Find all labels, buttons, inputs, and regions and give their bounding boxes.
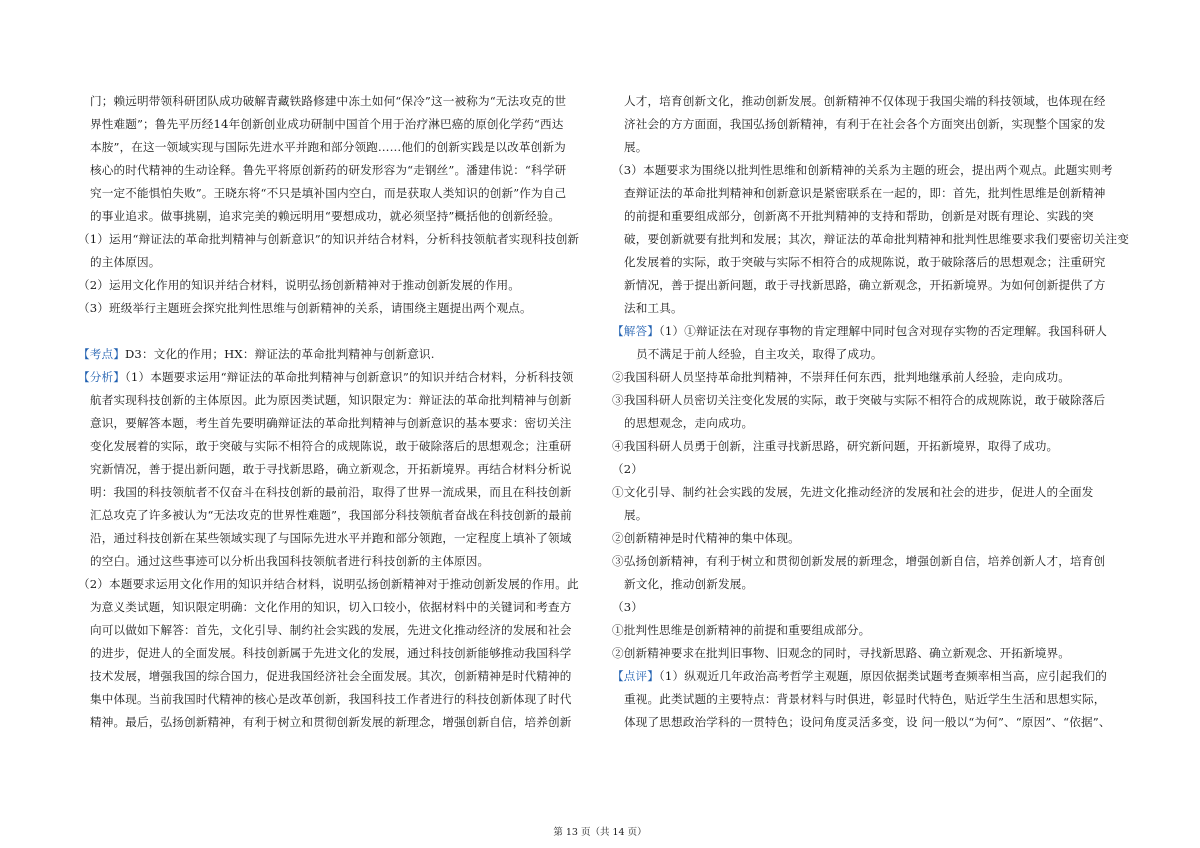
text-line — [78, 573, 579, 596]
line-text: 的事业追求。做事挑剔，追求完美的赖远明用“要想成功，就必须坚持”概括他的创新经验。 — [90, 209, 561, 223]
text-line — [90, 619, 572, 642]
line-text: ④我国科研人员勇于创新，注重寻找新思路，研究新问题，开拓新境界，取得了成功。 — [612, 439, 1059, 453]
line-text: 集中体现。当前我国时代精神的核心是改革创新，我国科技工作者进行的科技创新体现了时代 — [90, 692, 572, 706]
line-text: 为意义类试题，知识限定明确：文化作用的知识，切入口较小，依据材料中的关键词和考查方 — [90, 600, 572, 614]
text-line — [78, 274, 520, 297]
text-line — [612, 435, 1058, 458]
text-line — [90, 481, 572, 504]
line-text: 展。 — [624, 508, 648, 522]
line-text: D3：文化的作用；HX：辩证法的革命批判精神与创新意识. — [124, 347, 435, 361]
text-line — [78, 297, 532, 320]
line-text: ②创新精神要求在批判旧事物、旧观念的同时，寻找新思路、确立新观念、开拓新境界。 — [612, 646, 1071, 660]
text-line — [612, 550, 1105, 573]
line-text: 新情况，善于提出新问题，敢于寻找新思路，确立新观念，开拓新境界。为如何创新提供了方 — [624, 278, 1106, 292]
section-tag: 【考点】 — [78, 347, 125, 361]
line-text: 向可以做如下解答：首先，文化引导、制约社会实践的发展，先进文化推动经济的发展和社会 — [90, 623, 572, 637]
text-line — [612, 619, 870, 642]
text-line — [78, 228, 579, 251]
line-text: 化发展着的实际，敢于突破与实际不相符合的成规陈说，敢于破除落后的思想观念；注重研究 — [624, 255, 1106, 269]
text-line — [78, 343, 435, 366]
text-line — [90, 205, 560, 228]
text-line — [636, 343, 883, 366]
page-footer: 第 13 页（共 14 页） — [553, 827, 647, 838]
line-text: 的思想观念，走向成功。 — [624, 416, 754, 430]
line-text: 门；赖远明带领科研团队成功破解青藏铁路修建中冻土如何“保冷”这一被称为“无法攻克的世 — [90, 94, 567, 108]
text-line — [624, 182, 1106, 205]
text-line — [90, 596, 572, 619]
text-line — [90, 182, 566, 205]
text-line — [90, 688, 572, 711]
line-text: ②创新精神是时代精神的集中体现。 — [612, 531, 800, 545]
text-line — [90, 412, 572, 435]
text-line — [90, 504, 572, 527]
text-line — [624, 412, 753, 435]
line-text: 的主体原因。 — [90, 255, 161, 269]
text-line — [90, 159, 566, 182]
text-line — [90, 113, 563, 136]
line-text: 汇总攻克了许多被认为“无法攻克的世界性难题”，我国部分科技领航者奋战在科技创新的最前 — [90, 508, 572, 522]
line-text: 法和工具。 — [624, 301, 683, 315]
text-line — [612, 596, 643, 619]
text-line — [612, 665, 1107, 688]
line-text: （2） — [612, 462, 644, 476]
line-text: （2）运用文化作用的知识并结合材料，说明弘扬创新精神对于推动创新发展的作用。 — [78, 278, 521, 292]
text-line — [612, 320, 1107, 343]
line-text: 本胺”，在这一领域实现与国际先进水平并跑和部分领跑……他们的创新实践是以改革创新为 — [90, 140, 566, 154]
text-line — [624, 251, 1106, 274]
line-text: ③弘扬创新精神，有利于树立和贯彻创新发展的新理念，增强创新自信，培养创新人才，培育创 — [612, 554, 1106, 568]
text-line — [90, 136, 566, 159]
text-line — [624, 688, 1106, 711]
text-line — [624, 113, 1106, 136]
text-line — [612, 527, 800, 550]
text-line — [612, 458, 643, 481]
line-text: 精神。最后，弘扬创新精神，有利于树立和贯彻创新发展的新理念，增强创新自信，培养创新 — [90, 715, 572, 729]
text-line — [90, 527, 572, 550]
line-text: 变化发展着的实际，敢于突破与实际不相符合的成规陈说，敢于破除落后的思想观念；注重研 — [90, 439, 572, 453]
line-text: 意识，要解答本题，考生首先要明确辩证法的革命批判精神与创新意识的基本要求：密切关注 — [90, 416, 572, 430]
line-text: （3） — [612, 600, 644, 614]
text-line — [612, 481, 1094, 504]
text-line — [90, 550, 489, 573]
line-text: （2）本题要求运用文化作用的知识并结合材料，说明弘扬创新精神对于推动创新发展的作用。此 — [78, 577, 579, 591]
line-text: 重视。此类试题的主要特点：背景材料与时俱进，彰显时代特色，贴近学生生活和思想实际， — [624, 692, 1106, 706]
text-line — [624, 504, 648, 527]
text-line — [624, 573, 753, 596]
text-line — [612, 159, 1113, 182]
text-line — [624, 228, 1129, 251]
section-tag: 【解答】 — [612, 324, 659, 338]
text-line — [612, 389, 1105, 412]
section-tag: 【点评】 — [612, 669, 659, 683]
text-line — [624, 274, 1106, 297]
line-text: 济社会的方方面面，我国弘扬创新精神，有利于在社会各个方面突出创新，实现整个国家的发 — [624, 117, 1106, 131]
line-text: 查辩证法的革命批判精神和创新意识是紧密联系在一起的，即：首先，批判性思维是创新精神 — [624, 186, 1106, 200]
line-text: 的进步，促进人的全面发展。科技创新属于先进文化的发展，通过科技创新能够推动我国科学 — [90, 646, 572, 660]
line-text: （1）本题要求运用“辩证法的革命批判精神与创新意识”的知识并结合材料，分析科技领 — [124, 370, 574, 384]
line-text: 究新情况，善于提出新问题，敢于寻找新思路，确立新观念，开拓新境界。再结合材料分析说 — [90, 462, 572, 476]
section-tag: 【分析】 — [78, 370, 125, 384]
line-text: 明：我国的科技领航者不仅奋斗在科技创新的最前沿，取得了世界一流成果，而且在科技创新 — [90, 485, 572, 499]
text-line — [90, 458, 572, 481]
line-text: 的前提和重要组成部分，创新离不开批判精神的支持和帮助，创新是对既有理论、实践的突 — [624, 209, 1094, 223]
line-text: 员不满足于前人经验，自主攻关，取得了成功。 — [636, 347, 883, 361]
text-line — [624, 136, 648, 159]
line-text: 体现了思想政治学科的一贯特色；设问角度灵活多变，设 问一般以“为何”、“原因”、“依据”、 — [624, 715, 1111, 729]
line-text: ③我国科研人员密切关注变化发展的实际，敢于突破与实际不相符合的成规陈说，敢于破除落后 — [612, 393, 1106, 407]
line-text: 展。 — [624, 140, 648, 154]
line-text: 界性难题”；鲁先平历经14年创新创业成功研制中国首个用于治疗淋巴癌的原创化学药“西达 — [90, 117, 564, 131]
text-line — [624, 90, 1106, 113]
text-line — [612, 366, 1070, 389]
text-line — [624, 711, 1111, 734]
text-line — [90, 665, 572, 688]
text-line — [78, 366, 573, 389]
text-line — [90, 711, 572, 734]
line-text: 破，要创新就要有批判和发展；其次，辩证法的革命批判精神和批判性思维要求我们要密切关注变 — [624, 232, 1129, 246]
line-text: 新文化，推动创新发展。 — [624, 577, 754, 591]
line-text: （1）①辩证法在对现存事物的肯定理解中同时包含对现存实物的否定理解。我国科研人 — [658, 324, 1107, 338]
line-text: 人才，培育创新文化，推动创新发展。创新精神不仅体现于我国尖端的科技领域，也体现在经 — [624, 94, 1106, 108]
text-line — [90, 90, 566, 113]
line-text: 沿，通过科技创新在某些领域实现了与国际先进水平并跑和部分领跑，一定程度上填补了领域 — [90, 531, 572, 545]
line-text: 核心的时代精神的生动诠释。鲁先平将原创新药的研发形容为“走钢丝”。潘建伟说：“科学研 — [90, 163, 567, 177]
line-text: ①文化引导、制约社会实践的发展，先进文化推动经济的发展和社会的进步，促进人的全面发 — [612, 485, 1094, 499]
text-line — [624, 205, 1094, 228]
line-text: 技术发展，增强我国的综合国力，促进我国经济社会全面发展。其次，创新精神是时代精神的 — [90, 669, 572, 683]
text-line — [90, 389, 572, 412]
text-line — [90, 642, 572, 665]
line-text: 究一定不能惧怕失败”。王晓东将“不只是填补国内空白，而是获取人类知识的创新”作为自己 — [90, 186, 567, 200]
line-text: （3）班级举行主题班会探究批判性思维与创新精神的关系，请围绕主题提出两个观点。 — [78, 301, 532, 315]
line-text: ②我国科研人员坚持革命批判精神，不崇拜任何东西，批判地继承前人经验，走向成功。 — [612, 370, 1071, 384]
text-line — [612, 642, 1070, 665]
line-text: （3）本题要求为围绕以批判性思维和创新精神的关系为主题的班会，提出两个观点。此题实则考 — [612, 163, 1113, 177]
text-line — [90, 435, 572, 458]
line-text: （1）纵观近几年政治高考哲学主观题，原因依据类试题考查频率相当高，应引起我们的 — [658, 669, 1107, 683]
line-text: ①批判性思维是创新精神的前提和重要组成部分。 — [612, 623, 871, 637]
text-line — [624, 297, 683, 320]
text-line — [90, 251, 160, 274]
line-text: 航者实现科技创新的主体原因。此为原因类试题，知识限定为：辩证法的革命批判精神与创新 — [90, 393, 572, 407]
line-text: 的空白。通过这些事迹可以分析出我国科技领航者进行科技创新的主体原因。 — [90, 554, 490, 568]
line-text: （1）运用“辩证法的革命批判精神与创新意识”的知识并结合材料，分析科技领航者实现科技创新 — [78, 232, 580, 246]
